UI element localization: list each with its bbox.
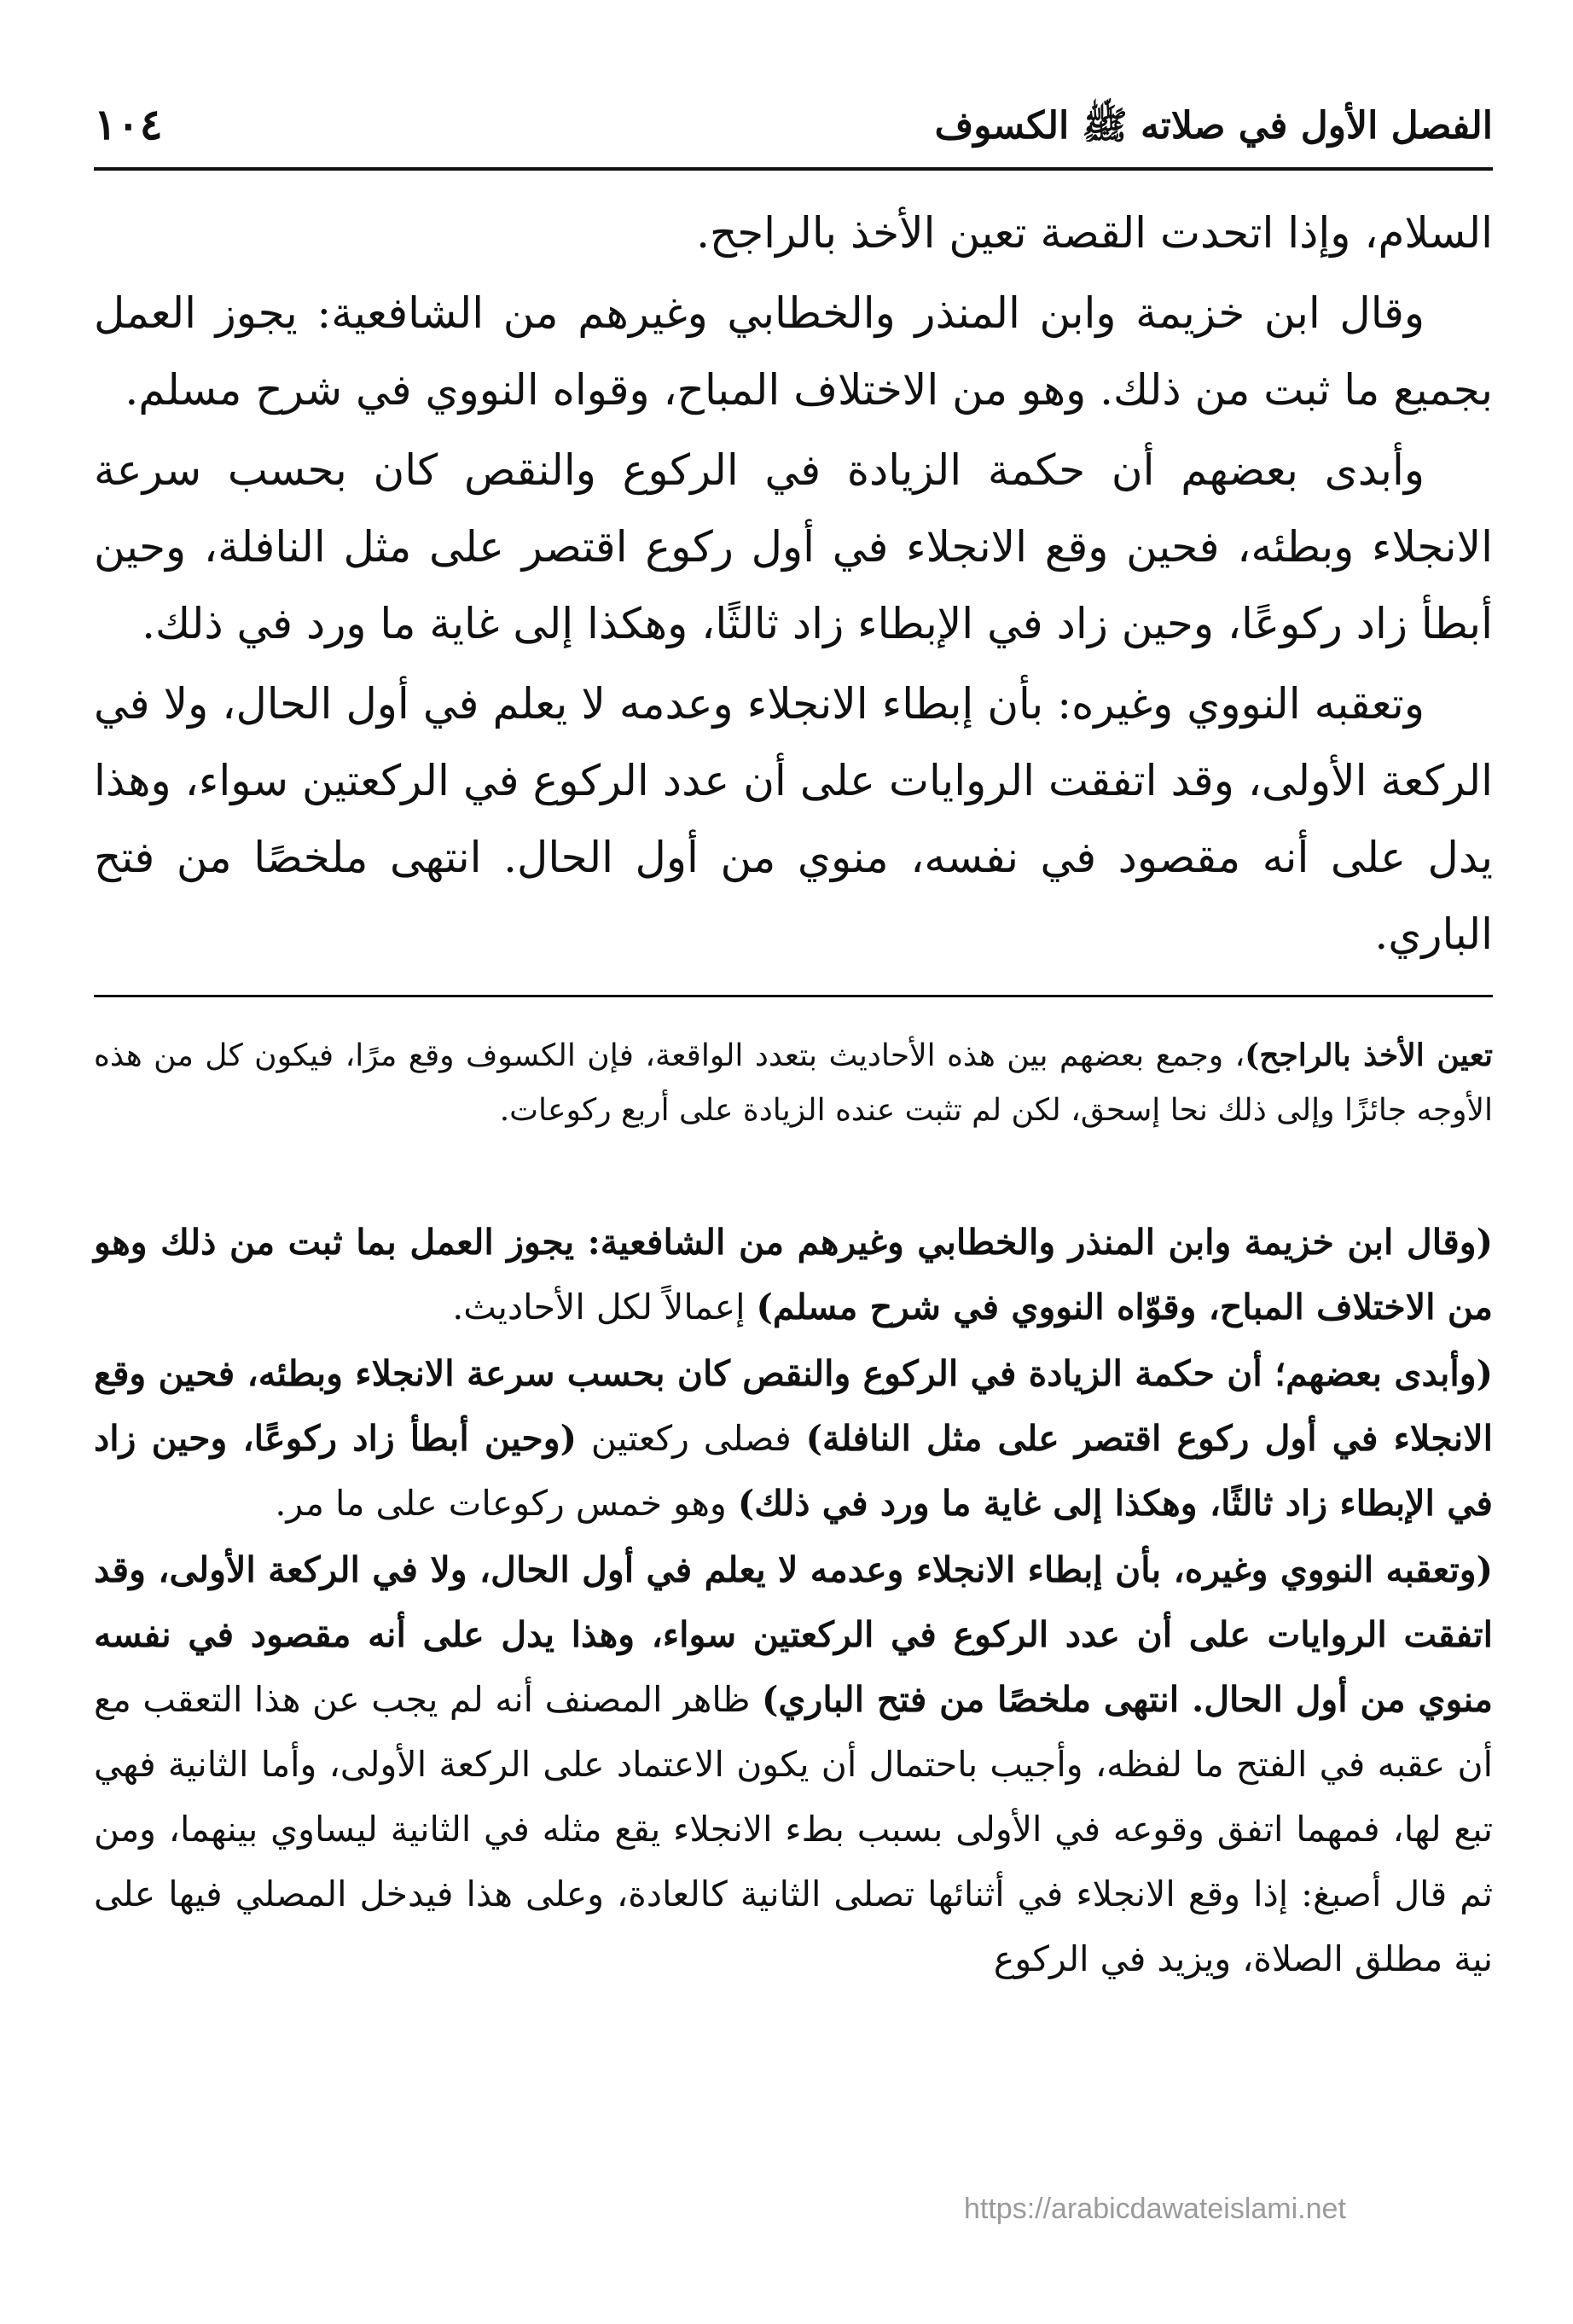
footnote-lead: تعين الأخذ بالراجح) — [1245, 1037, 1493, 1073]
commentary-paragraph — [94, 1537, 1493, 1991]
commentary-text: فصلى ركعتين — [576, 1418, 806, 1459]
page-number: ١٠٤ — [94, 99, 163, 149]
header-divider — [94, 167, 1493, 171]
commentary-paragraph — [94, 1341, 1493, 1536]
commentary-text: إعمالاً لكل الأحاديث. — [452, 1287, 757, 1328]
watermark-url: https://arabicdawateislami.net — [964, 2193, 1346, 2225]
chapter-title: الفصل الأول في صلاته ﷺ الكسوف — [934, 104, 1493, 148]
footnote-text: ، وجمع بعضهم بين هذه الأحاديث بتعدد الواقعة، فإن الكسوف وقع مرًا، فيكون كل من هذه الأوجه جائزًا وإلى ذلك نحا إسحق، لكن لم تثبت عنده الزيادة على أربع ركوعات. — [94, 1038, 1493, 1128]
commentary-quote: (وحين أبطأ زاد ركوعًا، وحين زاد في الإبطاء زاد ثالثًا، وهكذا إلى غاية ما ورد في ذلك) — [94, 1418, 1493, 1524]
commentary-paragraph — [94, 1210, 1493, 1339]
footnote-divider — [94, 995, 1493, 997]
footnote-paragraph — [94, 1028, 1493, 1138]
commentary-quote: (وقال ابن خزيمة وابن المنذر والخطابي وغيرهم من الشافعية: يجوز العمل بما ثبت من ذلك وهو من الاختلاف المباح، وقوّاه النووي في شرح مسلم) — [94, 1222, 1493, 1328]
commentary-text: ظاهر المصنف أنه لم يجب عن هذا التعقب مع أن عقبه في الفتح ما لفظه، وأجيب باحتمال أن يكون الاعتماد على الركعة الأولى، وأما الثانية فهي تبع لها، فمهما اتفق وقوعه في الأولى بسبب بطء الانجلاء يقع مثله في الثانية ليساوي بينهما، ومن ثم قال أصبغ: إذا وقع الانجلاء في أثنائها تصلى الثانية كالعادة، وعلى هذا فيدخل المصلي فيها على نية مطلق الصلاة، ويزيد في الركوع — [94, 1679, 1493, 1979]
main-paragraph: السلام، وإذا اتحدت القصة تعين الأخذ بالراجح. — [696, 208, 1493, 258]
main-paragraph: وتعقبه النووي وغيره: بأن إبطاء الانجلاء وعدمه لا يعلم في أول الحال، ولا في الركعة الأولى، وقد اتفقت الروايات على أن عدد الركوع في الركعتين سواء، وهذا يدل على أنه مقصود في نفسه، منوي من أول الحال. انتهى ملخصًا من فتح الباري. — [94, 679, 1493, 959]
commentary-text: وهو خمس ركوعات على ما مر. — [275, 1483, 738, 1524]
page-header — [94, 94, 1493, 162]
footnote — [94, 1028, 1493, 1138]
commentary-quote: (وأبدى بعضهم؛ أن حكمة الزيادة في الركوع والنقص كان بحسب سرعة الانجلاء وبطئه، فحين وقع الانجلاء في أول ركوع اقتصر على مثل النافلة) — [94, 1353, 1493, 1459]
main-text — [94, 195, 1493, 973]
main-paragraph: وأبدى بعضهم أن حكمة الزيادة في الركوع والنقص كان بحسب سرعة الانجلاء وبطئه، فحين وقع الانجلاء في أول ركوع اقتصر على مثل النافلة، وحين أبطأ زاد ركوعًا، وحين زاد في الإبطاء زاد ثالثًا، وهكذا إلى غاية ما ورد في ذلك. — [94, 445, 1493, 648]
commentary-quote: (وتعقبه النووي وغيره، بأن إبطاء الانجلاء وعدمه لا يعلم في أول الحال، ولا في الركعة الأولى، وقد اتفقت الروايات على أن عدد الركوع في الركعتين سواء، وهذا يدل على أنه مقصود في نفسه منوي من أول الحال. انتهى ملخصًا من فتح الباري) — [94, 1549, 1493, 1720]
book-page — [94, 94, 1493, 1993]
main-paragraph: وقال ابن خزيمة وابن المنذر والخطابي وغيرهم من الشافعية: يجوز العمل بجميع ما ثبت من ذلك. وهو من الاختلاف المباح، وقواه النووي في شرح مسلم. — [94, 288, 1493, 415]
commentary — [94, 1210, 1493, 1991]
